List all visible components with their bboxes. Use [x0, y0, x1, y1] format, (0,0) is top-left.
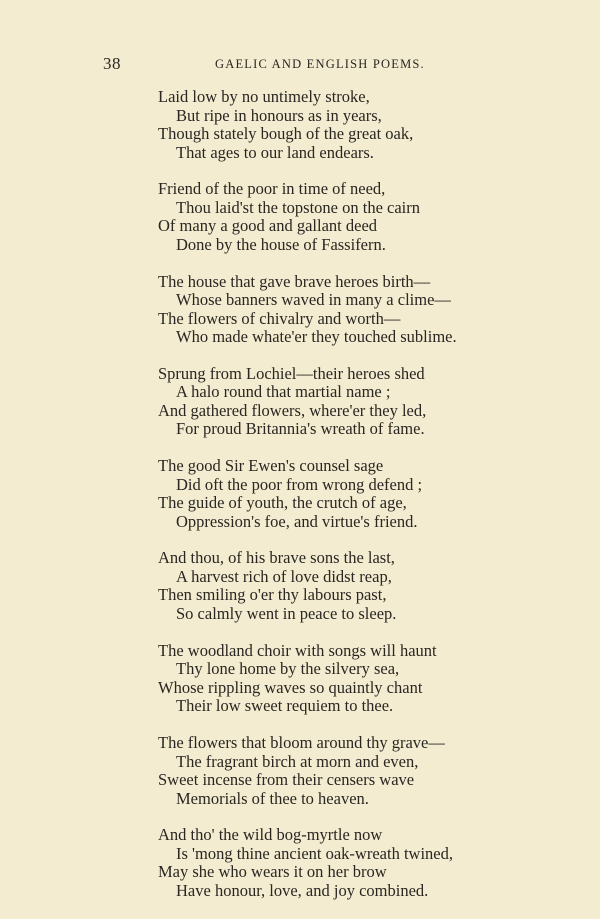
poem-line: The guide of youth, the crutch of age, [158, 493, 407, 513]
stanza [158, 365, 578, 439]
poem-line: And tho' the wild bog-myrtle now [158, 825, 383, 845]
stanza [158, 88, 578, 162]
poem-line: A halo round that martial name ; [176, 382, 391, 402]
poem-line: Done by the house of Fassifern. [176, 234, 386, 254]
poem-line: Who made whate'er they touched sublime. [176, 327, 457, 347]
poem-line: Sweet incense from their censers wave [158, 770, 415, 790]
poem-line: Then smiling o'er thy labours past, [158, 585, 387, 605]
stanza [158, 180, 578, 254]
poem-line: A harvest rich of love didst reap, [176, 566, 392, 586]
poem-line: Whose banners waved in many a clime— [176, 290, 451, 310]
poem-line: Thou laid'st the topstone on the cairn [176, 197, 421, 217]
poem-line: And thou, of his brave sons the last, [158, 548, 395, 568]
poem-body [158, 88, 578, 919]
poem-line: The flowers of chivalry and worth— [158, 308, 401, 328]
page-number: 38 [103, 54, 121, 73]
poem-line: Thy lone home by the silvery sea, [176, 659, 400, 679]
poem-line: Of many a good and gallant deed [158, 216, 378, 236]
poem-line: Is 'mong thine ancient oak-wreath twined, [176, 843, 453, 863]
poem-line: But ripe in honours as in years, [176, 105, 382, 125]
poem-line: May she who wears it on her brow [158, 862, 387, 882]
poem-line: The good Sir Ewen's counsel sage [158, 456, 384, 476]
poem-line: And gathered flowers, where'er they led, [158, 400, 427, 420]
poem-line: For proud Britannia's wreath of fame. [176, 419, 425, 439]
poem-line: The flowers that bloom around thy grave— [158, 733, 445, 753]
poem-line: Oppression's foe, and virtue's friend. [176, 511, 418, 531]
poem-line: The house that gave brave heroes birth— [158, 271, 431, 291]
stanza [158, 457, 578, 531]
running-title: GAELIC AND ENGLISH POEMS. [215, 57, 425, 71]
stanza [158, 826, 578, 900]
poem-line: Though stately bough of the great oak, [158, 124, 414, 143]
stanza [158, 734, 578, 808]
poem-line: Their low sweet requiem to thee. [176, 696, 394, 716]
poem-line: Have honour, love, and joy combined. [176, 880, 429, 900]
poem-line: Laid low by no untimely stroke, [158, 87, 370, 106]
stanza [158, 273, 578, 347]
poem-line: Sprung from Lochiel—their heroes shed [158, 363, 425, 383]
poem-line: The woodland choir with songs will haunt [158, 640, 437, 660]
poem-line: So calmly went in peace to sleep. [176, 603, 397, 623]
poem-line: That ages to our land endears. [176, 142, 374, 162]
stanza [158, 642, 578, 716]
poem-line: Friend of the poor in time of need, [158, 179, 386, 199]
poem-line: Memorials of thee to heaven. [176, 788, 369, 808]
poem-line: The fragrant birch at morn and even, [176, 751, 419, 771]
poem-line: Whose rippling waves so quaintly chant [158, 677, 423, 697]
stanza [158, 549, 578, 623]
poem-line: Did oft the poor from wrong defend ; [176, 474, 423, 494]
